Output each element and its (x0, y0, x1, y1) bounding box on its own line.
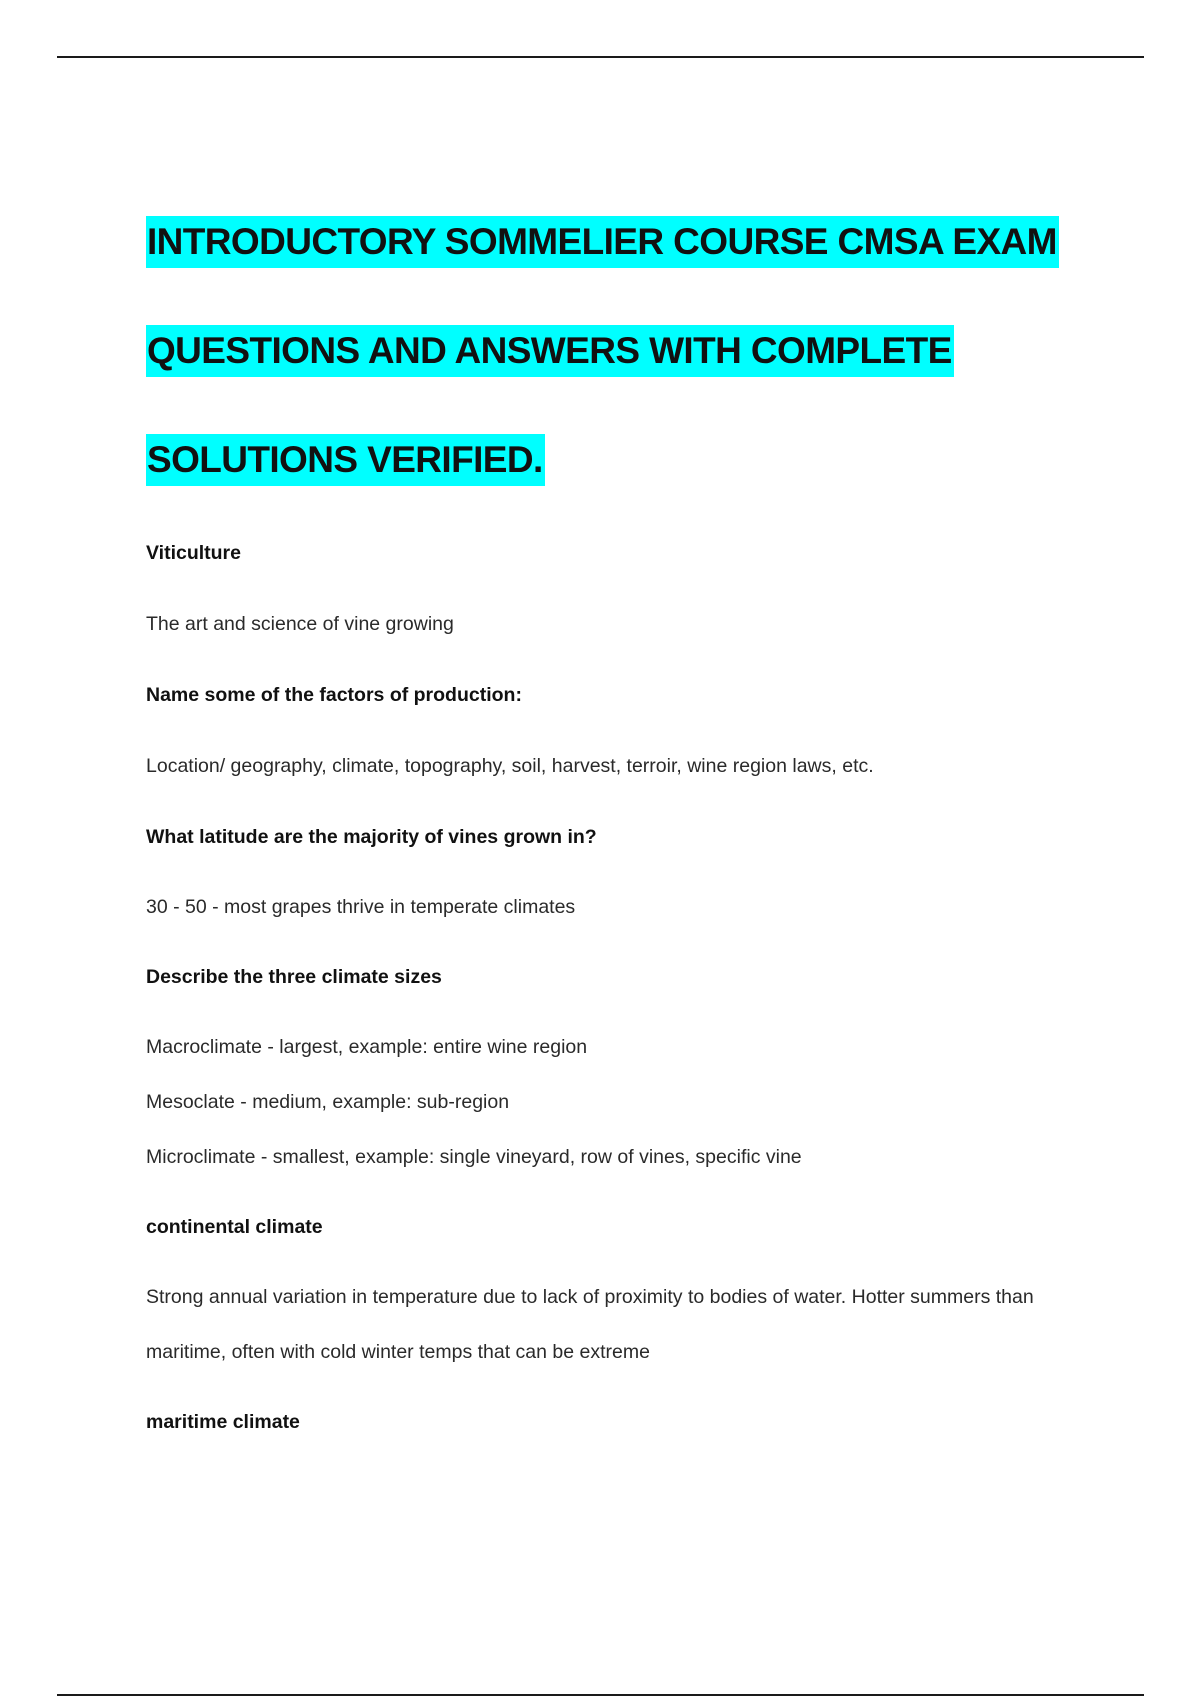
document-title-line-1: INTRODUCTORY SOMMELIER COURSE CMSA EXAM (146, 216, 1059, 268)
document-title-line-3: SOLUTIONS VERIFIED. (146, 434, 545, 486)
question-climate-sizes: Describe the three climate sizes (146, 966, 442, 988)
answer-continental-climate-line-1: Strong annual variation in temperature due to lack of proximity to bodies of water. Hotter summers than (146, 1286, 1034, 1308)
header-rule (57, 56, 1144, 58)
answer-continental-climate-line-2: maritime, often with cold winter temps that can be extreme (146, 1341, 650, 1363)
answer-climate-sizes-macro: Macroclimate - largest, example: entire wine region (146, 1036, 588, 1058)
question-maritime-climate: maritime climate (146, 1411, 300, 1433)
question-viticulture: Viticulture (146, 542, 241, 564)
answer-factors-of-production: Location/ geography, climate, topography, soil, harvest, terroir, wine region laws, etc. (146, 755, 874, 777)
question-continental-climate: continental climate (146, 1216, 323, 1238)
answer-viticulture: The art and science of vine growing (146, 613, 454, 635)
footer-rule (57, 1694, 1144, 1696)
question-factors-of-production: Name some of the factors of production: (146, 684, 522, 706)
question-vine-latitude: What latitude are the majority of vines grown in? (146, 826, 597, 848)
answer-vine-latitude: 30 - 50 - most grapes thrive in temperate climates (146, 896, 576, 918)
answer-climate-sizes-micro: Microclimate - smallest, example: single vineyard, row of vines, specific vine (146, 1146, 802, 1168)
document-title-line-2: QUESTIONS AND ANSWERS WITH COMPLETE (146, 325, 954, 377)
answer-climate-sizes-meso: Mesoclate - medium, example: sub-region (146, 1091, 510, 1113)
